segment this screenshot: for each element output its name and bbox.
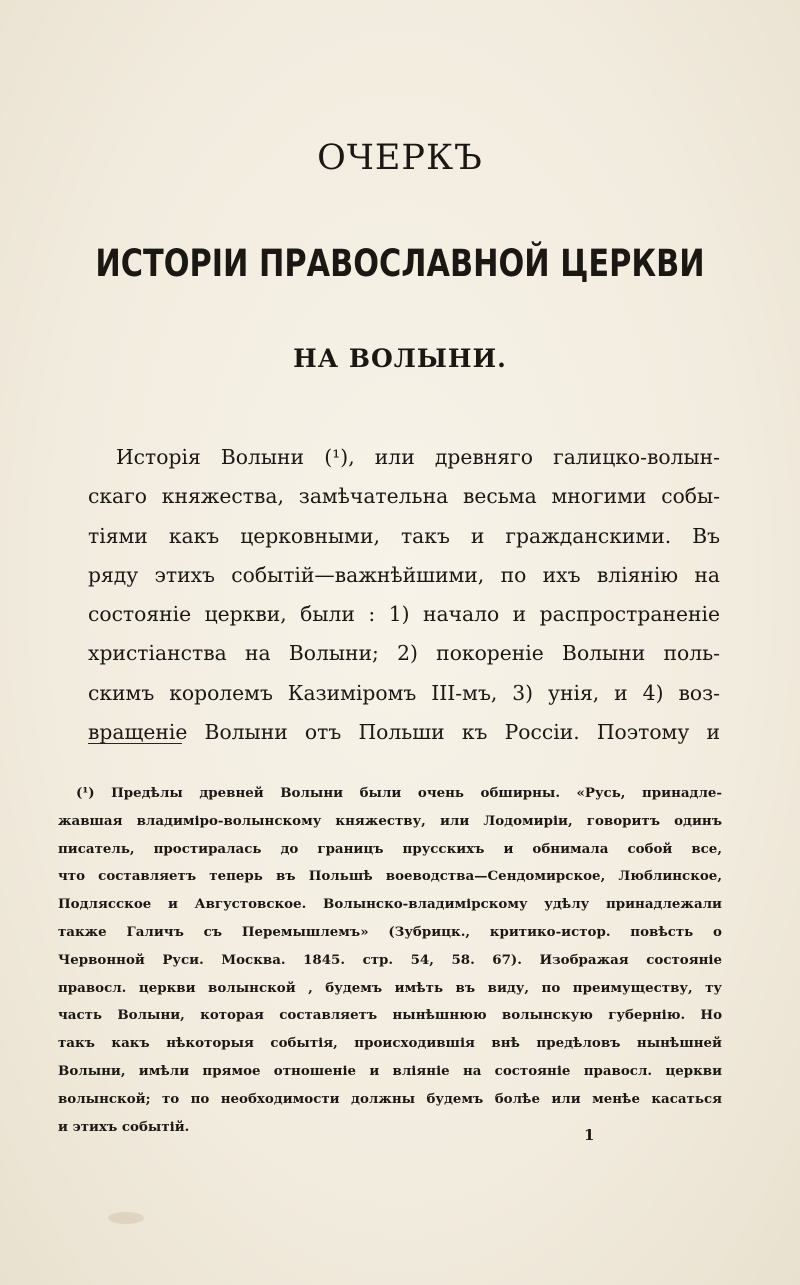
- footnote-line: Подлясское и Августовское. Волынско-владимірскому удѣлу принадлежали: [58, 896, 722, 913]
- body-line: состояніе церкви, были : 1) начало и распространеніе: [88, 602, 720, 627]
- footnote-line: Червонной Руси. Москва. 1845. стр. 54, 58. 67). Изображая состояніе: [58, 951, 722, 968]
- footnote-line: часть Волыни, которая составляетъ нынѣшнюю волынскую губернію. Но: [58, 1007, 722, 1024]
- body-line: скаго княжества, замѣчательна весьма многими собы-: [88, 484, 720, 509]
- footnote-line: такъ какъ нѣкоторыя событія, происходившія внѣ предѣловъ нынѣшней: [58, 1035, 722, 1052]
- footnote-line: писатель, простиралась до границъ прусскихъ и обнимала собой все,: [58, 840, 722, 857]
- body-line: тіями какъ церковными, такъ и гражданскими. Въ: [88, 523, 720, 548]
- body-paragraph: [88, 438, 720, 752]
- body-line: Исторія Волыни (¹), или древняго галицко-волын-: [116, 445, 720, 469]
- paper-stain: [108, 1212, 144, 1224]
- footnote-line: и этихъ событій.: [58, 1118, 190, 1135]
- footnote-line: (¹) Предѣлы древней Волыни были очень обширны. «Русь, принадле-: [76, 785, 722, 801]
- footnote: [58, 780, 722, 1141]
- footnote-line: Волыни, имѣли прямое отношеніе и вліяніе на состояніе правосл. церкви: [58, 1062, 722, 1079]
- footnote-line: волынской; то по необходимости должны будемъ болѣе или менѣе касаться: [58, 1090, 722, 1107]
- footnote-line: также Галичъ съ Перемышлемъ» (Зубрицк., критико-истор. повѣсть о: [58, 923, 722, 940]
- footnote-line: правосл. церкви волынской , будемъ имѣть въ виду, по преимуществу, ту: [58, 979, 722, 996]
- body-line: христіанства на Волыни; 2) покореніе Волыни поль-: [88, 641, 720, 666]
- body-line: вращеніе Волыни отъ Польши къ Россіи. Поэтому и: [88, 720, 720, 745]
- body-line: ряду этихъ событій—важнѣйшими, по ихъ вліянію на: [88, 562, 720, 587]
- page-number: 1: [584, 1126, 595, 1144]
- footnote-line: жавшая владиміро-волынскому княжеству, или Лодомиріи, говоритъ одинъ: [58, 812, 722, 829]
- body-line: скимъ королемъ Казиміромъ III-мъ, 3) унія, и 4) воз-: [88, 680, 720, 705]
- title-line-2: ИСТОРІИ ПРАВОСЛАВНОЙ ЦЕРКВИ: [95, 242, 705, 285]
- title-line-3: НА ВОЛЫНИ.: [293, 344, 507, 373]
- footnote-divider: [88, 743, 182, 744]
- footnote-line: что составляетъ теперь въ Польшѣ воеводства—Сендомирское, Люблинское,: [58, 868, 722, 885]
- title-line-1: ОЧЕРКЪ: [317, 138, 483, 178]
